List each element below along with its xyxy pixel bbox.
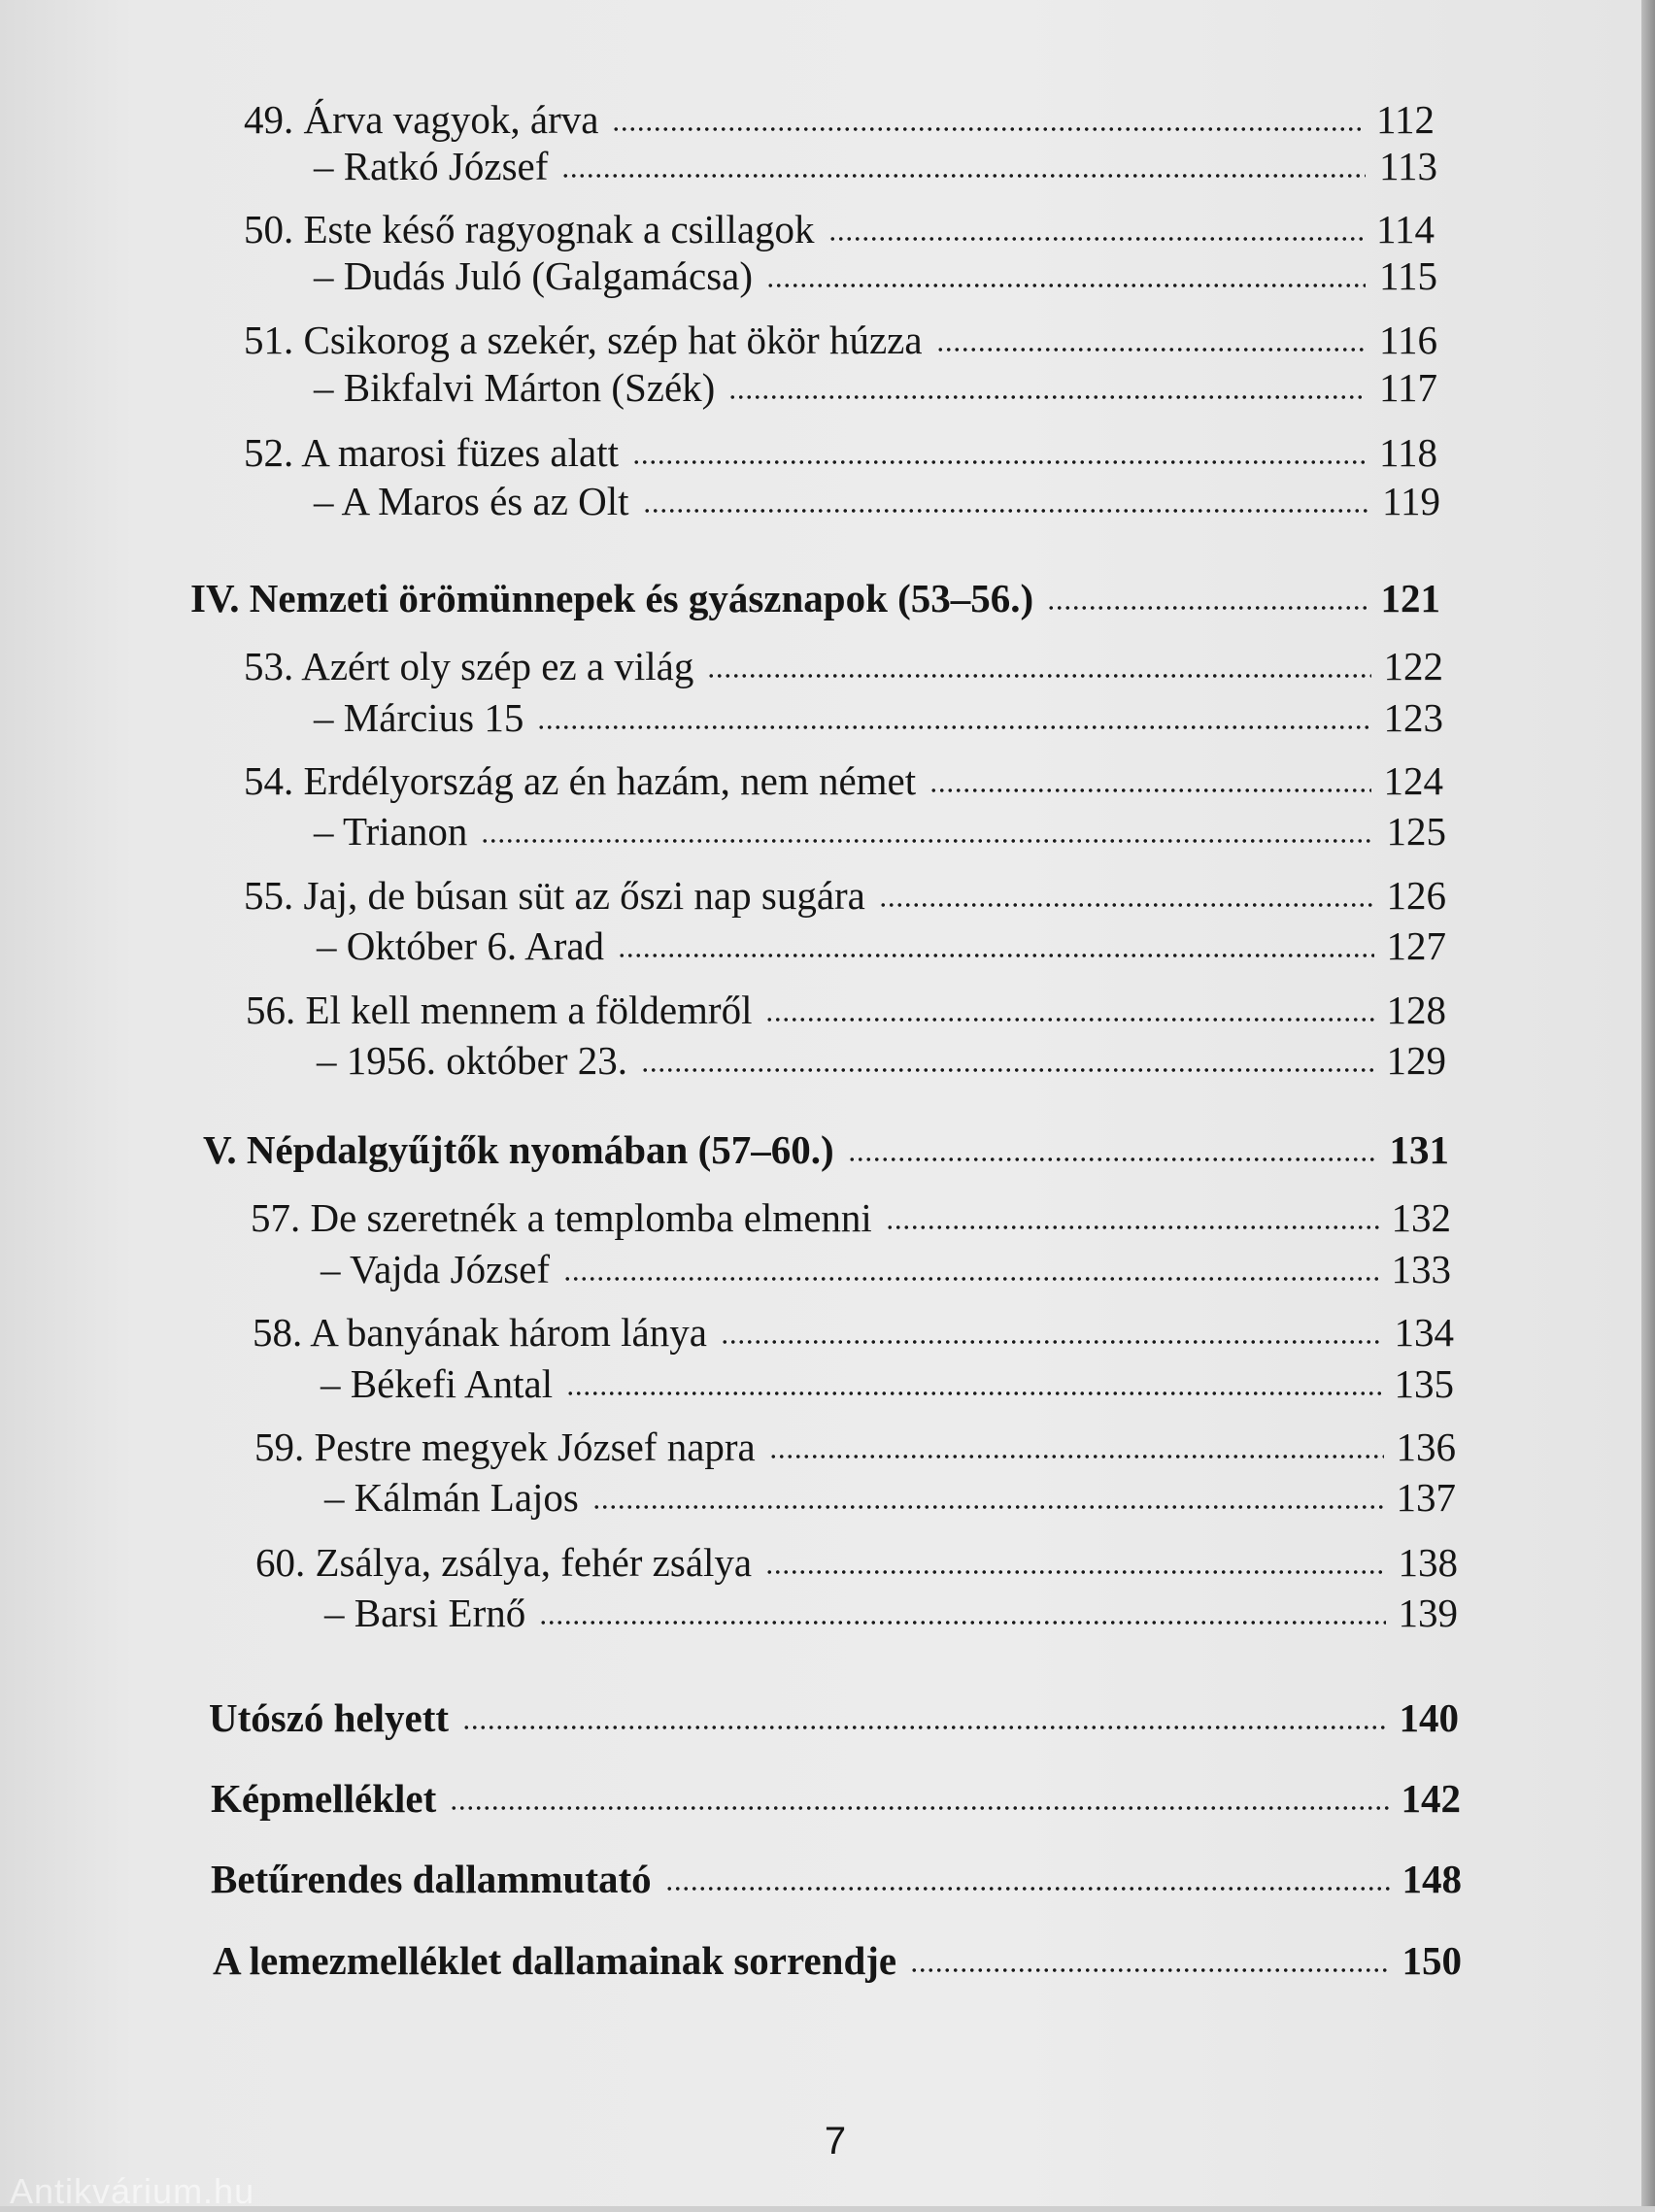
toc-back-matter-entry <box>211 1776 1461 1821</box>
toc-entry-page: 114 <box>1376 207 1435 251</box>
toc-entry-title: 51. Csikorog a szekér, szép hat ökör húzza <box>244 318 923 362</box>
dot-leader <box>766 283 1366 288</box>
toc-entry-page: 132 <box>1391 1195 1451 1240</box>
toc-entry-page: 124 <box>1383 758 1443 803</box>
toc-entry-title: 54. Erdélyország az én hazám, nem német <box>244 758 917 803</box>
dot-leader <box>537 724 1371 730</box>
toc-entry <box>244 318 1437 362</box>
toc-entry-page: 123 <box>1383 695 1443 740</box>
toc-entry-page: 119 <box>1382 479 1440 523</box>
dot-leader <box>539 1620 1386 1625</box>
dot-leader <box>769 1454 1384 1459</box>
toc-back-matter-entry <box>211 1857 1462 1901</box>
toc-entry <box>314 365 1437 410</box>
toc-entry <box>314 695 1443 740</box>
toc-entry-page: 138 <box>1398 1540 1458 1585</box>
toc-entry <box>317 923 1446 968</box>
dot-leader <box>643 508 1368 514</box>
toc-entry <box>324 1475 1456 1520</box>
toc-entry-title: 53. Azért oly szép ez a világ <box>244 644 694 688</box>
toc-entry-title: – Békefi Antal <box>321 1361 554 1406</box>
dot-leader <box>563 1276 1379 1282</box>
toc-entry-page: 131 <box>1389 1127 1449 1172</box>
toc-entry <box>314 809 1446 854</box>
dot-leader <box>618 953 1374 958</box>
toc-entry-page: 125 <box>1386 809 1446 854</box>
toc-entry-title: 56. El kell mennem a földemről <box>246 988 753 1032</box>
toc-entry <box>244 207 1435 251</box>
toc-entry-page: 128 <box>1386 988 1446 1032</box>
toc-entry-title: Képmelléklet <box>211 1776 437 1821</box>
toc-entry-title: 50. Este késő ragyognak a csillagok <box>244 207 815 251</box>
toc-entry-title: 59. Pestre megyek József napra <box>254 1424 756 1469</box>
toc-entry <box>255 1540 1458 1585</box>
dot-leader <box>632 459 1366 465</box>
toc-entry-page: 127 <box>1386 923 1446 968</box>
toc-entry-title: – 1956. október 23. <box>317 1038 627 1083</box>
dot-leader <box>481 838 1374 844</box>
toc-entry-page: 139 <box>1398 1591 1458 1635</box>
toc-section-heading <box>203 1127 1449 1172</box>
toc-entry <box>246 988 1446 1032</box>
toc-entry <box>244 644 1443 688</box>
toc-entry-title: 49. Árva vagyok, árva <box>244 97 599 142</box>
toc-entry-title: – Ratkó József <box>314 144 549 188</box>
toc-entry-page: 136 <box>1396 1424 1456 1469</box>
toc-entry-page: 126 <box>1386 873 1446 918</box>
dot-leader <box>910 1967 1390 1973</box>
dot-leader <box>879 902 1374 908</box>
dot-leader <box>765 1017 1374 1022</box>
toc-entry-title: 52. A marosi füzes alatt <box>244 430 619 475</box>
dot-leader <box>707 673 1371 679</box>
toc-entry-title: – Trianon <box>314 809 468 854</box>
toc-section-heading <box>190 576 1440 620</box>
dot-leader <box>936 347 1366 352</box>
dot-leader <box>612 126 1363 132</box>
toc-entry <box>254 1424 1456 1469</box>
toc-entry-title: 55. Jaj, de búsan süt az őszi nap sugára <box>244 873 865 918</box>
toc-entry <box>244 758 1443 803</box>
toc-entry-page: 142 <box>1401 1776 1461 1821</box>
dot-leader <box>665 1886 1390 1892</box>
toc-entry <box>314 479 1440 523</box>
toc-entry-title: – Vajda József <box>321 1247 551 1291</box>
dot-leader <box>641 1067 1374 1073</box>
toc-entry-title: V. Népdalgyűjtők nyomában (57–60.) <box>203 1127 834 1172</box>
toc-entry <box>244 97 1435 142</box>
dot-leader <box>848 1156 1377 1162</box>
toc-entry <box>244 430 1437 475</box>
toc-entry-title: – Barsi Ernő <box>324 1591 526 1635</box>
toc-entry-title: – A Maros és az Olt <box>314 479 629 523</box>
toc-back-matter-entry <box>213 1938 1462 1983</box>
toc-entry <box>324 1591 1458 1635</box>
toc-entry <box>321 1247 1451 1291</box>
toc-entry-page: 150 <box>1402 1938 1462 1983</box>
toc-entry <box>317 1038 1446 1083</box>
toc-entry-title: IV. Nemzeti örömünnepek és gyásznapok (53–56.) <box>190 576 1034 620</box>
toc-entry <box>244 873 1446 918</box>
toc-entry-page: 112 <box>1376 97 1435 142</box>
toc-entry-page: 116 <box>1379 318 1437 362</box>
toc-entry-page: 122 <box>1383 644 1443 688</box>
dot-leader <box>929 788 1371 793</box>
toc-entry-title: – Dudás Juló (Galgamácsa) <box>314 253 754 298</box>
watermark-text: Antikvárium.hu <box>10 2171 255 2211</box>
toc-entry <box>251 1195 1451 1240</box>
dot-leader <box>886 1224 1379 1230</box>
toc-entry-title: A lemezmelléklet dallamainak sorrendje <box>213 1938 897 1983</box>
toc-entry-page: 129 <box>1386 1038 1446 1083</box>
toc-entry-page: 137 <box>1396 1475 1456 1520</box>
toc-entry-page: 117 <box>1379 365 1437 410</box>
toc-entry-title: Betűrendes dallammutató <box>211 1857 652 1901</box>
dot-leader <box>450 1805 1389 1811</box>
toc-entry <box>314 253 1437 298</box>
toc-entry-title: – Bikfalvi Márton (Szék) <box>314 365 716 410</box>
toc-entry <box>253 1310 1454 1355</box>
toc-entry-page: 113 <box>1379 144 1437 188</box>
dot-leader <box>561 173 1366 179</box>
toc-entry-title: 58. A banyának három lánya <box>253 1310 707 1355</box>
toc-entry-page: 148 <box>1402 1857 1462 1901</box>
toc-entry-page: 115 <box>1379 253 1437 298</box>
toc-entry-title: – Október 6. Arad <box>317 923 605 968</box>
toc-entry <box>321 1361 1454 1406</box>
toc-entry-title: 60. Zsálya, zsálya, fehér zsálya <box>255 1540 753 1585</box>
dot-leader <box>721 1339 1382 1345</box>
toc-entry-title: – Kálmán Lajos <box>324 1475 579 1520</box>
page-number: 7 <box>824 2120 847 2162</box>
dot-leader <box>1047 605 1368 611</box>
dot-leader <box>765 1569 1386 1575</box>
toc-entry-page: 134 <box>1394 1310 1454 1355</box>
toc-entry-page: 135 <box>1394 1361 1454 1406</box>
dot-leader <box>828 236 1363 242</box>
toc-entry-title: 57. De szeretnék a templomba elmenni <box>251 1195 872 1240</box>
toc-entry-page: 121 <box>1380 576 1440 620</box>
toc-entry-page: 118 <box>1379 430 1437 475</box>
toc-entry-title: Utószó helyett <box>209 1695 450 1740</box>
dot-leader <box>462 1725 1387 1730</box>
dot-leader <box>566 1391 1382 1396</box>
dot-leader <box>728 394 1366 400</box>
dot-leader <box>592 1504 1384 1510</box>
toc-back-matter-entry <box>209 1695 1459 1740</box>
toc-entry <box>314 144 1437 188</box>
toc-entry-title: – Március 15 <box>314 695 524 740</box>
toc-entry-page: 133 <box>1391 1247 1451 1291</box>
toc-entry-page: 140 <box>1399 1695 1459 1740</box>
